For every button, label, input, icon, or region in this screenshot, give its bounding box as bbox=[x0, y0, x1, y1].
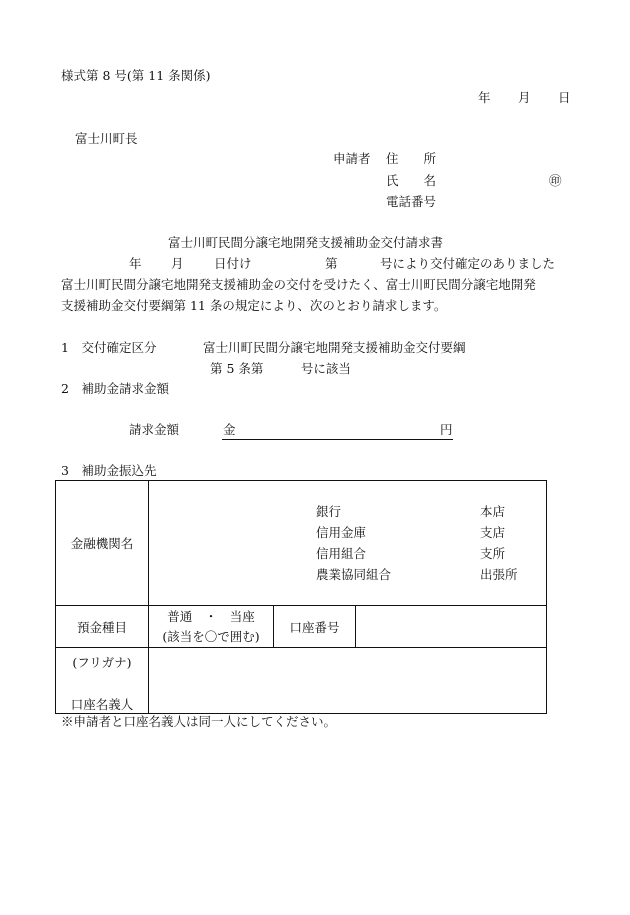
item1-value-1: 富士川町民間分譲宅地開発支援補助金交付要綱 bbox=[203, 340, 466, 355]
item1-label: 1 交付確定区分 bbox=[61, 340, 157, 355]
branch-type-office: 出張所 bbox=[480, 567, 518, 582]
document-title: 富士川町民間分譲宅地開発支援補助金交付請求書 bbox=[168, 235, 444, 250]
footnote: ※申請者と口座名義人は同一人にしてください。 bbox=[61, 714, 337, 729]
account-number-value-cell bbox=[356, 606, 547, 648]
deposit-type-label-cell bbox=[56, 606, 149, 648]
amount-label: 請求金額 bbox=[129, 422, 180, 437]
intro-year: 年 bbox=[129, 256, 142, 271]
date-month: 月 bbox=[518, 90, 531, 105]
institution-value-cell bbox=[149, 481, 547, 606]
amount-prefix: 金 bbox=[223, 422, 236, 437]
intro-date-suffix: 日付け bbox=[214, 256, 252, 271]
date-day: 日 bbox=[558, 90, 571, 105]
deposit-type-value-cell bbox=[149, 606, 274, 648]
intro-month: 月 bbox=[171, 256, 184, 271]
branch-type-sub: 支所 bbox=[480, 546, 506, 561]
account-number-label-cell bbox=[274, 606, 356, 648]
institution-label: 金融機関名 bbox=[70, 536, 134, 551]
item1-value-2: 第 5 条第 号に該当 bbox=[210, 361, 351, 376]
account-holder-label: 口座名義人 bbox=[70, 697, 134, 712]
intro-line-2: 富士川町民間分譲宅地開発支援補助金の交付を受けたく、富士川町民間分譲宅地開発 bbox=[61, 277, 536, 292]
branch-type-head: 本店 bbox=[480, 504, 506, 519]
address-label: 住 所 bbox=[386, 151, 437, 166]
institution-type-shinkin: 信用金庫 bbox=[316, 525, 367, 540]
deposit-note: (該当を〇で囲む) bbox=[162, 628, 260, 644]
intro-number-suffix: 号により交付確定のありました bbox=[380, 256, 556, 271]
institution-type-ja: 農業協同組合 bbox=[316, 567, 392, 582]
amount-suffix: 円 bbox=[440, 422, 453, 437]
date-year: 年 bbox=[478, 90, 491, 105]
intro-number-prefix: 第 bbox=[325, 256, 338, 271]
institution-label-cell bbox=[56, 481, 149, 606]
institution-type-credit-union: 信用組合 bbox=[316, 546, 367, 561]
deposit-options: 普通 ・ 当座 bbox=[167, 608, 255, 624]
deposit-type-label: 預金種目 bbox=[76, 619, 127, 635]
amount-underline bbox=[222, 439, 453, 440]
holder-label-cell bbox=[56, 648, 149, 714]
phone-label: 電話番号 bbox=[386, 194, 437, 209]
applicant-label: 申請者 bbox=[333, 151, 371, 166]
item3-label: 3 補助金振込先 bbox=[61, 463, 157, 478]
account-number-label: 口座番号 bbox=[289, 619, 340, 635]
item2-label: 2 補助金請求金額 bbox=[61, 381, 169, 396]
seal-mark: ㊞ bbox=[549, 173, 562, 188]
bank-transfer-table bbox=[55, 480, 547, 714]
branch-type-branch: 支店 bbox=[480, 525, 506, 540]
holder-value-cell bbox=[149, 648, 547, 714]
addressee: 富士川町長 bbox=[75, 131, 138, 146]
furigana-label: (フリガナ) bbox=[72, 655, 132, 670]
name-label: 氏 名 bbox=[386, 173, 437, 188]
intro-line-3: 支援補助金交付要綱第 11 条の規定により、次のとおり請求します。 bbox=[61, 298, 447, 313]
form-number: 様式第 8 号(第 11 条関係) bbox=[61, 68, 211, 83]
institution-type-bank: 銀行 bbox=[316, 504, 342, 519]
